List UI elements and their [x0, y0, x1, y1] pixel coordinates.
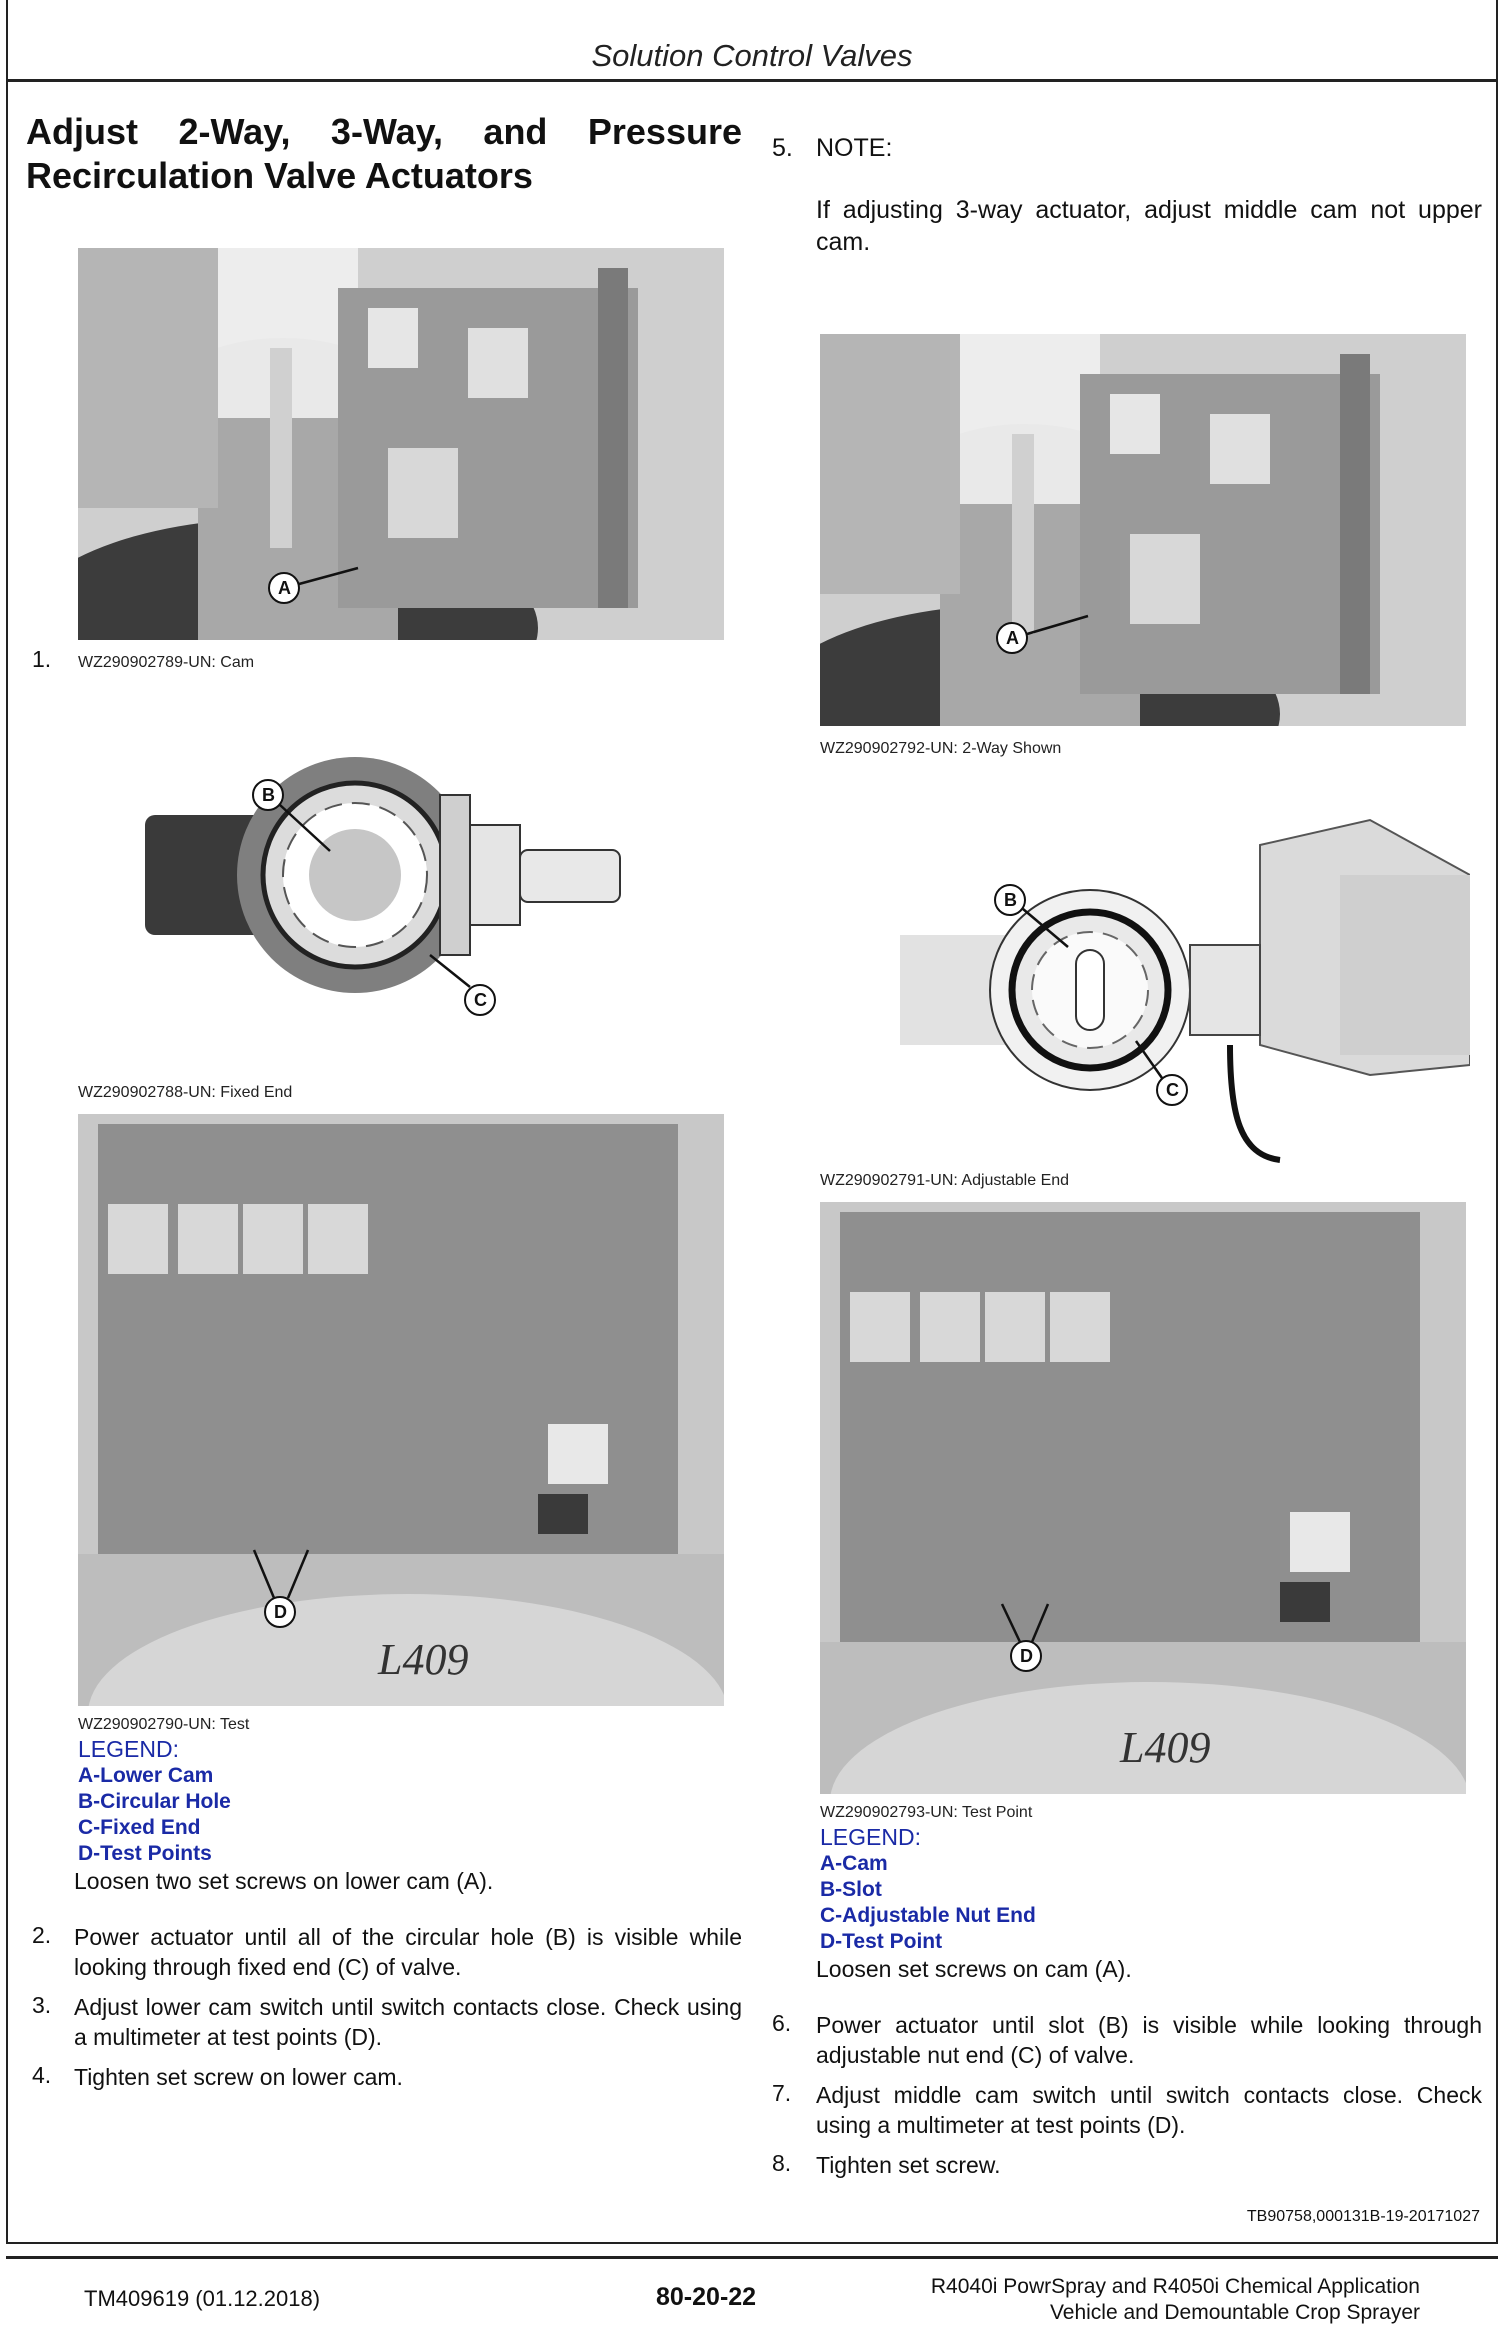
step-5-text: Loosen set screws on cam (A).	[816, 1956, 1132, 1982]
legend-item: B-Circular Hole	[78, 1790, 231, 1813]
footer-product-line2: Vehicle and Demountable Crop Sprayer	[1049, 2301, 1420, 2324]
test-point-photo	[820, 1202, 1466, 1794]
reference-code: TB90758,000131B-19-20171027	[1246, 2208, 1480, 2225]
svg-text:D: D	[1020, 1646, 1033, 1666]
right-legend	[820, 1824, 1036, 1955]
test-photo	[78, 1114, 724, 1706]
note-heading: NOTE:	[816, 134, 893, 162]
legend-title: LEGEND:	[78, 1736, 179, 1762]
legend-item: B-Slot	[820, 1878, 882, 1901]
adjustable-end-illustration	[900, 815, 1470, 1165]
step-4-number: 4.	[32, 2062, 52, 2088]
step-4-text: Tighten set screw on lower cam.	[74, 2064, 403, 2090]
legend-item: D-Test Points	[78, 1842, 212, 1865]
left-legend	[78, 1736, 231, 1867]
step-6-number: 6.	[772, 2010, 792, 2036]
step-3-text: Adjust lower cam switch until switch contacts close. Check using a multimeter at test points (D).	[74, 1994, 742, 2050]
fig3-caption: WZ290902790-UN: Test	[78, 1716, 250, 1733]
legend-item: C-Adjustable Nut End	[820, 1904, 1036, 1927]
fig5-caption: WZ290902791-UN: Adjustable End	[820, 1172, 1070, 1189]
svg-text:A: A	[1006, 628, 1019, 648]
header-bar	[6, 0, 1498, 82]
legend-item: A-Lower Cam	[78, 1764, 214, 1787]
svg-text:A: A	[278, 578, 291, 598]
step-6-text: Power actuator until slot (B) is visible while looking through adjustable nut end (C) of valve.	[816, 2012, 1482, 2068]
svg-text:C: C	[1166, 1080, 1179, 1100]
legend-item: C-Fixed End	[78, 1816, 201, 1839]
step-1-text: Loosen two set screws on lower cam (A).	[74, 1868, 494, 1894]
fig2-caption: WZ290902788-UN: Fixed End	[78, 1084, 293, 1101]
callout-d-fig6	[980, 1600, 1100, 1700]
fixed-end-illustration	[140, 755, 640, 1035]
note-step-number: 5.	[772, 134, 793, 162]
footer-rule	[6, 2256, 1498, 2259]
two-way-photo	[820, 334, 1466, 726]
fig6-caption: WZ290902793-UN: Test Point	[820, 1804, 1033, 1821]
legend-title: LEGEND:	[820, 1824, 921, 1850]
svg-text:L409: L409	[1120, 1723, 1211, 1772]
step-7-text: Adjust middle cam switch until switch contacts close. Check using a multimeter at test points (D).	[816, 2082, 1482, 2138]
step-7-number: 7.	[772, 2080, 792, 2106]
callout-a-fig1	[250, 560, 390, 620]
step-8-text: Tighten set screw.	[816, 2152, 1001, 2178]
step-8-number: 8.	[772, 2150, 792, 2176]
legend-item: A-Cam	[820, 1852, 888, 1875]
svg-text:L409: L409	[378, 1635, 469, 1684]
svg-text:B: B	[262, 785, 275, 805]
step-2-number: 2.	[32, 1922, 52, 1948]
fig1-caption: WZ290902789-UN: Cam	[78, 654, 255, 671]
callout-d-fig3	[240, 1540, 360, 1640]
svg-text:C: C	[474, 990, 487, 1010]
section-title: Adjust 2-Way, 3-Way, and Pressure Recirculation Valve Actuators	[26, 111, 742, 196]
step-2-text: Power actuator until all of the circular hole (B) is visible while looking through fixed end (C) of valve.	[74, 1924, 742, 1980]
footer-doc-id: TM409619 (01.12.2018)	[84, 2286, 321, 2311]
footer-product-line1: R4040i PowrSpray and R4050i Chemical Application	[930, 2275, 1420, 2298]
cam-photo	[78, 248, 724, 640]
note-text: If adjusting 3-way actuator, adjust middle cam not upper cam.	[816, 196, 1482, 256]
svg-text:D: D	[274, 1602, 287, 1622]
footer-page-number: 80-20-22	[656, 2283, 757, 2311]
step-1-number: 1.	[32, 646, 52, 672]
step-3-number: 3.	[32, 1992, 52, 2018]
header-title: Solution Control Valves	[591, 38, 913, 73]
legend-item: D-Test Point	[820, 1930, 943, 1953]
callout-a-fig4	[978, 606, 1118, 666]
fig4-caption: WZ290902792-UN: 2-Way Shown	[820, 740, 1062, 757]
footer-product	[860, 2274, 1420, 2326]
svg-text:B: B	[1004, 890, 1017, 910]
